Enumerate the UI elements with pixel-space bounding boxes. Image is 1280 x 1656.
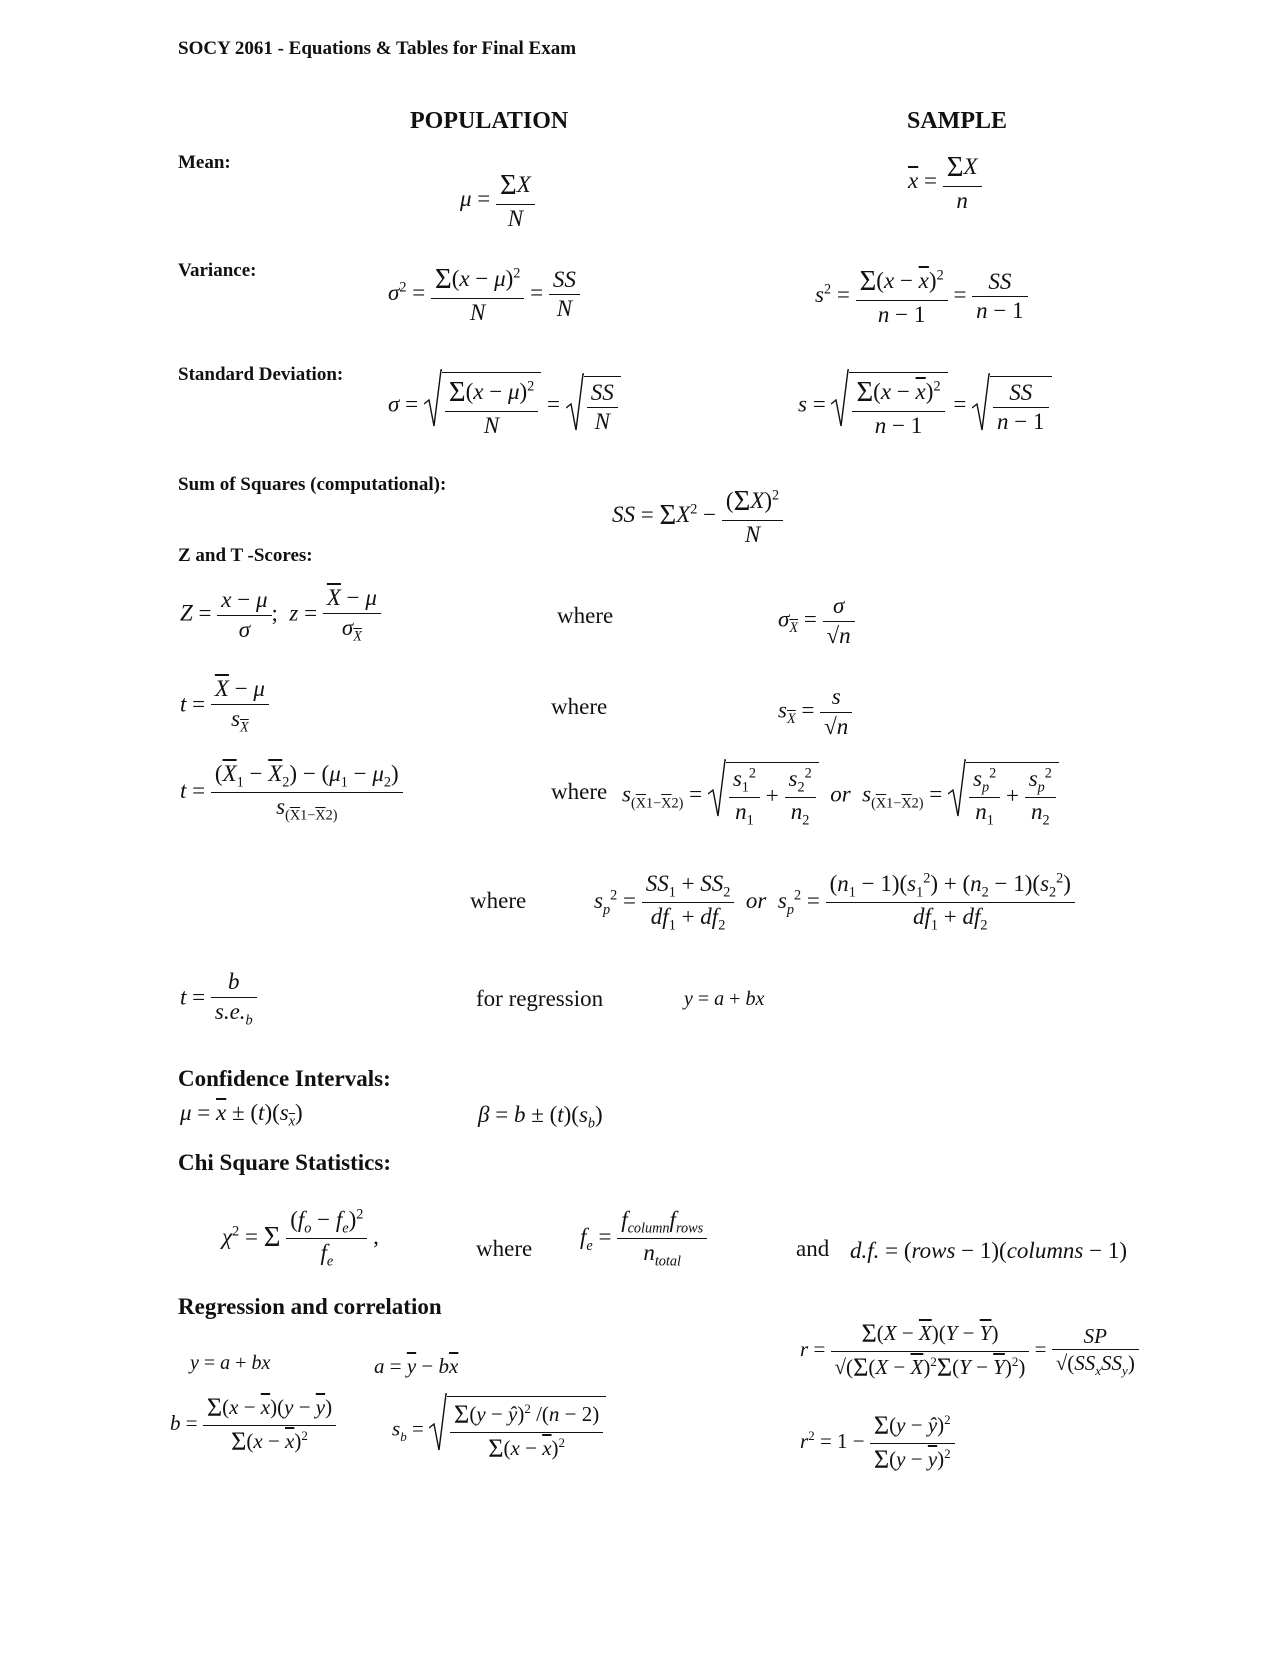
population-sd-formula: σ = $\frac{\Sigma(x - \mu)^2}{N}$ = $\frac{SS}{N}$ [388, 372, 621, 441]
chi-square-formula: $\chi^2 = \Sigma$ $\frac{(f_o - f_e)^2}{f_e}$ , [222, 1206, 379, 1271]
where-two-sample: where [551, 779, 608, 804]
pooled-variance-formula: $s_p^2$ = $\frac{SS_1 + SS_2}{df_1 + df_2}$ or $s_p^2$ = $\frac{(n_1 - 1)(s_1^2) + (n_2 - 1)(s_2^2)}{df_1 + df_2}$ [594, 870, 1075, 936]
label-z-t-scores: Z and T -Scores: [178, 545, 313, 566]
regression-t-formula: t = $\frac{b}{s.e._b}$ [180, 968, 257, 1030]
column-heading-sample: SAMPLE [907, 108, 1008, 134]
label-mean: Mean: [178, 152, 231, 173]
page-title: SOCY 2061 - Equations & Tables for Final Exam [178, 38, 577, 59]
where-z: where [557, 603, 614, 628]
population-variance-formula: $\sigma^2$ = $\frac{\Sigma(x - \mu)^2}{N}$ = $\frac{SS}{N}$ [388, 262, 580, 328]
sample-variance-formula: $s^2$ = $\frac{\Sigma(x - \overline{x})^2}{n - 1}$ = $\frac{SS}{n - 1}$ [815, 264, 1028, 330]
section-chi-square: Chi Square Statistics: [178, 1150, 391, 1175]
degrees-of-freedom-formula: d.f. = (rows − 1)(columns − 1) [850, 1238, 1128, 1263]
standard-error-sigma: $\sigma_{\overline{X}}$ = $\frac{\sigma}{√n}$ [778, 592, 855, 651]
sample-sd-formula: s = $\frac{\Sigma(x - \overline{x})^2}{n - 1}$ = $\frac{SS}{n - 1}$ [798, 372, 1052, 441]
pooled-standard-error-formula: $s_{(\overline{X}1-\overline{X}2)}$ = $\frac{s_1^2}{n_1}$ + $\frac{s_2^2}{n_2}$ or $s_{(\overline{X}1-\overline{X}2)}$ = $\frac{s_p^2}{n_1}$ + $\frac{s_p^2}{n_2}$ [622, 762, 1059, 831]
or-1: or [830, 781, 851, 807]
and-label: and [796, 1236, 830, 1261]
regression-equation: y = a + bx [190, 1352, 271, 1374]
standard-error-s: $s_{\overline{X}}$ = $\frac{s}{√n}$ [778, 683, 852, 742]
section-confidence-intervals: Confidence Intervals: [178, 1066, 391, 1091]
t-score-formula: t = $\frac{\overline{X} - \mu}{s_{\overline{X}}}$ [180, 675, 269, 737]
two-sample-t-formula: t = $\frac{(\overline{X}_1 - \overline{X}_2) - (\mu_1 - \mu_2)}{s_{(\overline{X}1-\overline{X}2)}}$ [180, 760, 403, 826]
or-2: or [745, 888, 767, 914]
label-variance: Variance: [178, 260, 257, 281]
slope-formula: b = $\frac{\Sigma(x - \overline{x})(y - \overline{y})}{\Sigma(x - \overline{x})^2}$ [170, 1392, 336, 1459]
regression-line-formula: y = a + bx [684, 988, 765, 1010]
column-heading-population: POPULATION [410, 108, 569, 134]
population-mean-formula: μ = $\frac{\Sigma X}{N}$ [460, 168, 535, 234]
ci-mean-formula: $\mu = \overline{x} \pm (t)(s_{\overline{x}})$ [180, 1100, 303, 1130]
where-pooled: where [470, 888, 527, 913]
intercept-formula: $a = \overline{y} - b\overline{x}$ [374, 1354, 459, 1378]
where-chi: where [476, 1236, 533, 1261]
ci-beta-formula: $\beta = b \pm (t)(s_b)$ [478, 1102, 603, 1132]
label-standard-deviation: Standard Deviation: [178, 364, 344, 385]
sum-of-squares-formula: SS = $\Sigma X^2$ − $\frac{(\Sigma X)^2}{N}$ [612, 484, 783, 550]
sample-mean-formula: $\overline{x}$ = $\frac{\Sigma X}{n}$ [908, 150, 982, 216]
section-regression-correlation: Regression and correlation [178, 1294, 442, 1319]
where-t: where [551, 694, 608, 719]
slope-standard-error-formula: $s_b$ = $\frac{\Sigma(y - ŷ)^2 /(n - 2)}{\Sigma(x - \overline{x})^2}$ [392, 1396, 606, 1466]
r-squared-formula: $r^2 = 1$ − $\frac{\Sigma(y - ŷ)^2}{\Sigma(y - \overline{y})^2}$ [800, 1410, 955, 1477]
expected-frequency-formula: $f_e$ = $\frac{f_{column}f_{rows}}{n_{total}}$ [580, 1206, 707, 1272]
correlation-formula: r = $\frac{\Sigma(X - \overline{X})(Y - \overline{Y})}{√(\Sigma(X - \overline{X})^2\Sigma(Y - \overline{Y})^2)}$ = $\frac{SP}{√(SS_xSS_y)}$ [800, 1318, 1139, 1385]
label-sum-of-squares: Sum of Squares (computational): [178, 474, 447, 495]
for-regression-label: for regression [476, 986, 604, 1011]
z-score-formula: Z = $\frac{x - \mu}{\sigma}$ ; z = $\frac{\overline{X} - \mu}{\sigma_{\overline{X}}}$ [180, 584, 381, 646]
